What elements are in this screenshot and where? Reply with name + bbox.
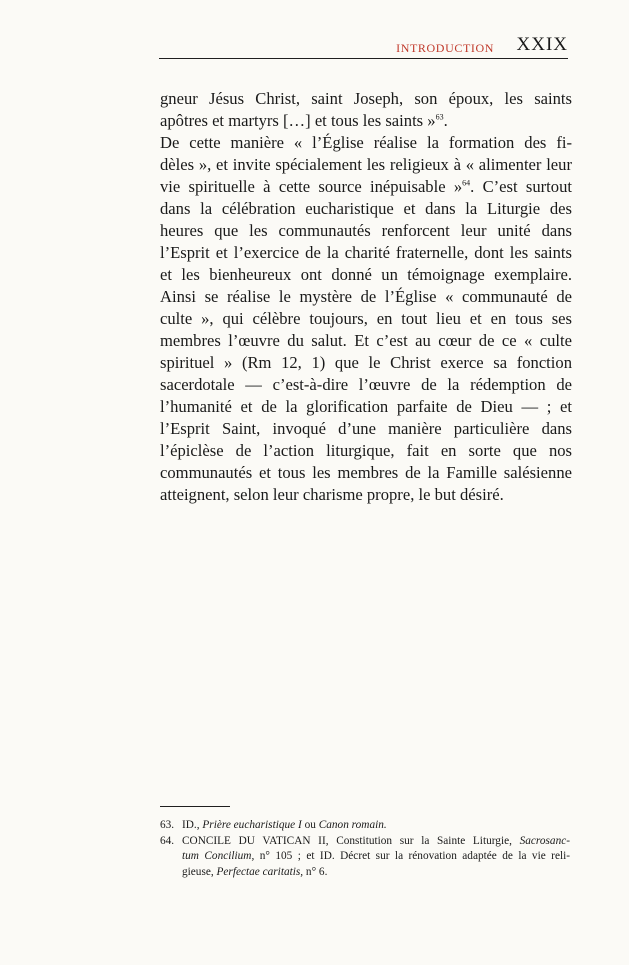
text-line: l’Esprit Saint, invoqué d’une manière particulière dans xyxy=(160,419,572,438)
footnote-line: ID., Prière eucharistique I ou Canon romain. xyxy=(182,819,387,831)
text-line: l’humanité et de la glorification parfaite de Dieu — ; et xyxy=(160,397,572,416)
page-number: XXIX xyxy=(516,34,568,55)
text-line: l’épiclèse de l’action liturgique, fait en sorte que nos xyxy=(160,441,572,460)
footnote-ref-63: 63 xyxy=(435,112,444,122)
footnote-ref-64: 64 xyxy=(462,178,471,188)
text-line: l’Esprit et l’exercice de la charité fraternelle, dont les saints xyxy=(160,243,572,262)
footnote-63 xyxy=(160,818,570,834)
footnote-separator xyxy=(160,806,230,807)
text-line: apôtres et martyrs […] et tous les saints »$^{63}$. xyxy=(160,111,448,130)
header-section-title: INTRODUCTION xyxy=(396,41,494,55)
running-header xyxy=(159,34,568,59)
footnote-64 xyxy=(160,834,570,881)
text-line: gneur Jésus Christ, saint Joseph, son époux, les saints xyxy=(160,89,572,108)
footnote-number: 63. xyxy=(160,819,175,831)
text-line: communautés et tous les membres de la Famille salésienne xyxy=(160,463,572,482)
footnote-number: 64. xyxy=(160,834,175,847)
text-line: spirituel » (Rm 12, 1) que le Christ exerce sa fonction xyxy=(160,353,572,372)
text-line: dans la célébration eucharistique et dans la Liturgie des xyxy=(160,199,572,218)
footnote-line: gieuse, Perfectae caritatis, n° 6. xyxy=(182,865,328,878)
text-line: vie spirituelle à cette source inépuisable »$^{64}$. C’est surtout xyxy=(160,177,572,196)
text-line: culte », qui célèbre toujours, en tout lieu et en tous ses xyxy=(160,309,572,328)
text-line: sacerdotale — c’est-à-dire l’œuvre de la rédemption de xyxy=(160,375,572,394)
footnote-line: CONCILE DU VATICAN II, Constitution sur la Sainte Liturgie, Sacrosanc- xyxy=(182,834,570,847)
text-line: dèles », et invite spécialement les religieux à « alimenter leur xyxy=(160,155,572,174)
text-line: De cette manière « l’Église réalise la formation des fi- xyxy=(160,133,572,152)
text-line: membres l’œuvre du salut. Et c’est au cœur de ce « culte xyxy=(160,331,572,350)
main-text xyxy=(160,88,572,506)
text-line: et les bienheureux ont donné un témoignage exemplaire. xyxy=(160,265,572,284)
text-line: Ainsi se réalise le mystère de l’Église « communauté de xyxy=(160,287,572,306)
text-line: atteignent, selon leur charisme propre, le but désiré. xyxy=(160,485,504,504)
footnote-line: tum Concilium, n° 105 ; et ID. Décret sur la rénovation adaptée de la vie reli- xyxy=(182,850,570,862)
text-line: heures que les communautés renforcent leur unité dans xyxy=(160,221,572,240)
footnotes xyxy=(160,818,570,880)
